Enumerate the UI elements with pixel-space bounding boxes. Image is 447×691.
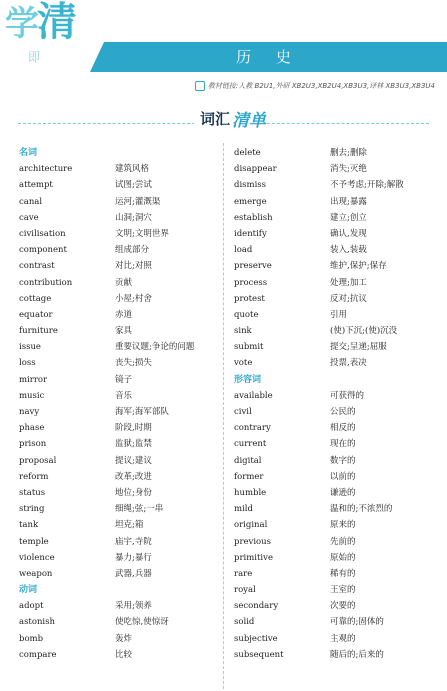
vocab-row: [234, 275, 434, 291]
vocab-chinese: 镜子: [115, 374, 133, 385]
vocab-english: tank: [19, 520, 39, 531]
vocab-english: civilisation: [19, 228, 66, 239]
vocab-english: emerge: [234, 196, 267, 207]
vocab-english: attempt: [19, 180, 53, 191]
column-divider: [223, 143, 224, 689]
vocab-english: submit: [234, 342, 264, 353]
vocab-chinese: 可获得的: [330, 390, 365, 401]
section-heading: 形容词: [234, 374, 262, 385]
vocab-row: [19, 534, 219, 550]
vocab-row: [19, 550, 219, 566]
vocab-english: solid: [234, 617, 255, 628]
vocab-row: [234, 210, 434, 226]
section-header: [0, 102, 447, 132]
textbook-reference-text: 教材链接:人教 B2U1,外研 XB2U3,XB2U4,XB3U3,译林 XB3U3,XB3U4: [207, 82, 435, 90]
vocab-english: rare: [234, 568, 253, 579]
vocab-row: [234, 550, 434, 566]
vocab-row: [19, 275, 219, 291]
vocab-row: [19, 631, 219, 647]
vocab-row: [234, 177, 434, 193]
section-title-part1: 词汇: [200, 110, 231, 128]
vocab-row: [234, 566, 434, 582]
vocab-english: furniture: [19, 326, 58, 337]
vocab-english: delete: [234, 148, 261, 158]
vocab-row: [234, 242, 434, 258]
vocab-row: [234, 404, 434, 420]
vocab-chinese: 改革;改进: [115, 471, 152, 482]
vocab-english: compare: [19, 649, 57, 660]
vocab-row: [19, 469, 219, 485]
vocab-english: dismiss: [234, 180, 267, 191]
vocab-english: music: [19, 390, 45, 401]
vocab-chinese: 数字的: [330, 455, 356, 466]
section-heading: 动词: [19, 585, 38, 596]
vocab-row: [234, 388, 434, 404]
vocab-chinese: 随后的;后来的: [330, 649, 384, 660]
vocab-row: [19, 388, 219, 404]
vocab-row: [234, 485, 434, 501]
vocab-row: [19, 355, 219, 371]
page-title: 历 史: [236, 48, 301, 66]
vocab-row: [234, 436, 434, 452]
vocab-english: component: [19, 245, 67, 256]
vocab-row: [234, 258, 434, 274]
vocab-row: [19, 339, 219, 355]
vocab-english: civil: [234, 407, 252, 417]
page-banner: [0, 0, 447, 80]
vocab-english: string: [19, 504, 45, 515]
vocab-chinese: 处理;加工: [330, 277, 367, 288]
vocab-row: [19, 420, 219, 436]
vocab-row: [234, 291, 434, 307]
vocab-row: [234, 355, 434, 371]
vocab-english: digital: [234, 455, 262, 466]
vocab-chinese: 投票,表决: [330, 358, 367, 369]
right-vocab-column: [234, 145, 434, 663]
vocab-chinese: 建立;创立: [330, 212, 367, 223]
vocab-chinese: 贡献: [115, 277, 133, 288]
vocab-english: canal: [19, 196, 43, 207]
vocab-row: [19, 210, 219, 226]
vocab-english: weapon: [19, 568, 53, 579]
vocab-row: [19, 453, 219, 469]
vocab-english: bomb: [19, 633, 44, 644]
vocab-chinese: (使)下沉;(使)沉没: [330, 326, 398, 337]
vocab-row: [234, 420, 434, 436]
vocab-chinese: 运河;灌溉渠: [115, 196, 161, 207]
vocab-chinese: 家具: [115, 326, 133, 337]
vocab-chinese: 细绳;弦;一串: [115, 504, 164, 515]
vocab-english: phase: [19, 423, 45, 434]
vocab-chinese: 文明;文明世界: [115, 228, 169, 239]
vocab-row: [19, 614, 219, 630]
vocab-row: [234, 647, 434, 663]
vocab-row: [234, 534, 434, 550]
vocab-english: disappear: [234, 164, 277, 175]
vocab-row: [234, 307, 434, 323]
vocab-chinese: 监狱;监禁: [115, 439, 152, 450]
logo-char-2: 清: [37, 0, 75, 45]
vocab-english: preserve: [234, 261, 272, 272]
vocab-english: equator: [19, 309, 53, 320]
vocab-chinese: 出现;暴露: [330, 196, 367, 207]
vocab-english: contrast: [19, 261, 55, 272]
vocab-english: loss: [19, 358, 36, 369]
vocab-chinese: 引用: [330, 309, 348, 320]
vocab-english: reform: [19, 471, 49, 482]
vocab-english: identify: [234, 228, 267, 239]
vocab-row: [19, 404, 219, 420]
vocab-english: primitive: [234, 552, 273, 563]
vocab-chinese: 以前的: [330, 471, 356, 482]
vocab-row: [19, 307, 219, 323]
vocab-chinese: 海军;海军部队: [115, 407, 169, 417]
vocab-english: previous: [234, 536, 272, 547]
title-bar: [90, 42, 447, 72]
vocab-row: [234, 226, 434, 242]
book-link-icon: [195, 81, 205, 91]
vocab-chinese: 先前的: [330, 536, 356, 547]
vocab-english: issue: [19, 342, 41, 353]
vocab-chinese: 主观的: [330, 633, 356, 644]
logo: [5, 2, 75, 44]
vocab-english: cottage: [19, 293, 52, 304]
vocab-row: [19, 323, 219, 339]
vocab-english: astonish: [19, 617, 55, 628]
vocab-english: humble: [234, 487, 267, 498]
vocab-chinese: 对比;对照: [115, 261, 152, 272]
vocab-row: [19, 372, 219, 388]
vocab-english: quote: [234, 309, 259, 320]
vocab-row: [234, 517, 434, 533]
vocab-chinese: 使吃惊,使惊讶: [115, 617, 169, 628]
vocab-chinese: 温和的;不浓烈的: [330, 504, 393, 515]
vocab-english: mirror: [19, 374, 48, 385]
vocab-english: cave: [19, 212, 39, 223]
vocab-english: prison: [19, 439, 47, 450]
vocab-row: [234, 501, 434, 517]
section-heading: 名词: [19, 148, 38, 158]
vocab-english: vote: [234, 358, 253, 369]
vocab-chinese: 提交;呈递;屈服: [330, 342, 387, 353]
vocab-row: [19, 566, 219, 582]
vocab-chinese: 公民的: [330, 407, 356, 417]
vocab-english: contrary: [234, 423, 271, 434]
vocab-row: [19, 177, 219, 193]
vocab-english: current: [234, 439, 267, 450]
vocab-english: subsequent: [234, 649, 284, 660]
vocab-english: establish: [234, 212, 273, 223]
vocab-row: [234, 614, 434, 630]
vocab-chinese: 原始的: [330, 552, 356, 563]
vocab-row: [234, 469, 434, 485]
logo-small-char: 即: [28, 50, 41, 64]
vocab-row: [234, 631, 434, 647]
vocab-row: [234, 598, 434, 614]
vocab-row: [19, 598, 219, 614]
vocab-chinese: 山洞;洞穴: [115, 212, 152, 223]
vocab-english: proposal: [19, 455, 57, 466]
vocab-english: secondary: [234, 601, 279, 612]
vocab-chinese: 装入,装载: [330, 245, 367, 256]
vocab-chinese: 比较: [115, 649, 133, 660]
vocab-chinese: 武器,兵器: [115, 568, 152, 579]
vocab-english: violence: [19, 552, 55, 563]
vocab-chinese: 现在的: [330, 439, 356, 450]
vocab-chinese: 坦克;箱: [115, 520, 144, 531]
section-title-part2: 清单: [232, 111, 266, 131]
textbook-reference: [195, 81, 435, 91]
vocab-chinese: 暴力;暴行: [115, 552, 152, 563]
vocab-english: sink: [234, 326, 252, 337]
vocab-english: architecture: [19, 164, 73, 175]
vocab-row: [19, 161, 219, 177]
vocab-chinese: 建筑风格: [115, 164, 150, 175]
vocab-chinese: 确认,发现: [330, 228, 367, 239]
vocab-chinese: 赤道: [115, 309, 133, 320]
vocab-row: [234, 145, 434, 161]
vocab-chinese: 轰炸: [115, 633, 133, 644]
vocab-chinese: 阶段,时期: [115, 423, 152, 434]
vocab-chinese: 可靠的;固体的: [330, 617, 384, 628]
vocab-chinese: 提议;建议: [115, 455, 152, 466]
vocab-row: [19, 517, 219, 533]
vocab-row: [19, 291, 219, 307]
vocab-row: [234, 453, 434, 469]
vocab-row: [19, 194, 219, 210]
vocab-chinese: 试图;尝试: [115, 180, 152, 191]
vocab-row: [234, 323, 434, 339]
vocab-row: [19, 436, 219, 452]
vocab-chinese: 消失;灭绝: [330, 164, 367, 175]
vocab-english: available: [234, 390, 273, 401]
vocab-english: adopt: [19, 601, 44, 612]
vocab-chinese: 删去;删除: [330, 148, 367, 158]
vocab-english: subjective: [234, 633, 278, 644]
vocab-chinese: 稀有的: [330, 568, 356, 579]
vocab-english: status: [19, 487, 46, 498]
vocab-english: original: [234, 520, 268, 531]
vocab-row: [234, 194, 434, 210]
vocab-english: royal: [234, 585, 256, 596]
vocab-chinese: 原来的: [330, 520, 356, 531]
vocab-row: [19, 226, 219, 242]
vocab-row: [19, 258, 219, 274]
vocab-english: load: [234, 245, 253, 256]
left-vocab-column: [19, 145, 219, 663]
logo-char-1: 学: [5, 4, 37, 44]
vocab-chinese: 庙宇,寺院: [115, 536, 152, 547]
vocab-english: process: [234, 277, 268, 288]
vocab-row: [19, 647, 219, 663]
vocab-row: [19, 485, 219, 501]
vocab-english: contribution: [19, 277, 73, 288]
vocab-english: temple: [19, 536, 49, 547]
vocab-row: [19, 501, 219, 517]
vocab-chinese: 相反的: [330, 423, 356, 434]
vocab-chinese: 组成部分: [115, 245, 150, 256]
vocab-english: navy: [19, 407, 40, 417]
vocab-chinese: 音乐: [115, 390, 133, 401]
vocab-chinese: 反对;抗议: [330, 293, 367, 304]
vocab-row: [234, 339, 434, 355]
vocab-row: [234, 582, 434, 598]
vocab-chinese: 重要议题;争论的问题: [115, 342, 195, 353]
vocab-chinese: 采用;领养: [115, 601, 152, 612]
vocab-english: protest: [234, 293, 265, 304]
vocab-row: [234, 161, 434, 177]
vocab-row: [19, 242, 219, 258]
vocab-chinese: 不予考虑;开除;解散: [330, 180, 404, 191]
vocab-english: former: [234, 471, 264, 482]
vocab-chinese: 维护,保护;保存: [330, 261, 387, 272]
vocab-chinese: 小屋;村舍: [115, 293, 152, 304]
vocab-chinese: 谦逊的: [330, 487, 356, 498]
vocab-chinese: 次要的: [330, 601, 356, 612]
vocab-english: mild: [234, 504, 253, 515]
vocab-chinese: 丧失;损失: [115, 358, 152, 369]
vocab-chinese: 地位;身份: [115, 487, 152, 498]
vocab-chinese: 王室的: [330, 585, 356, 596]
